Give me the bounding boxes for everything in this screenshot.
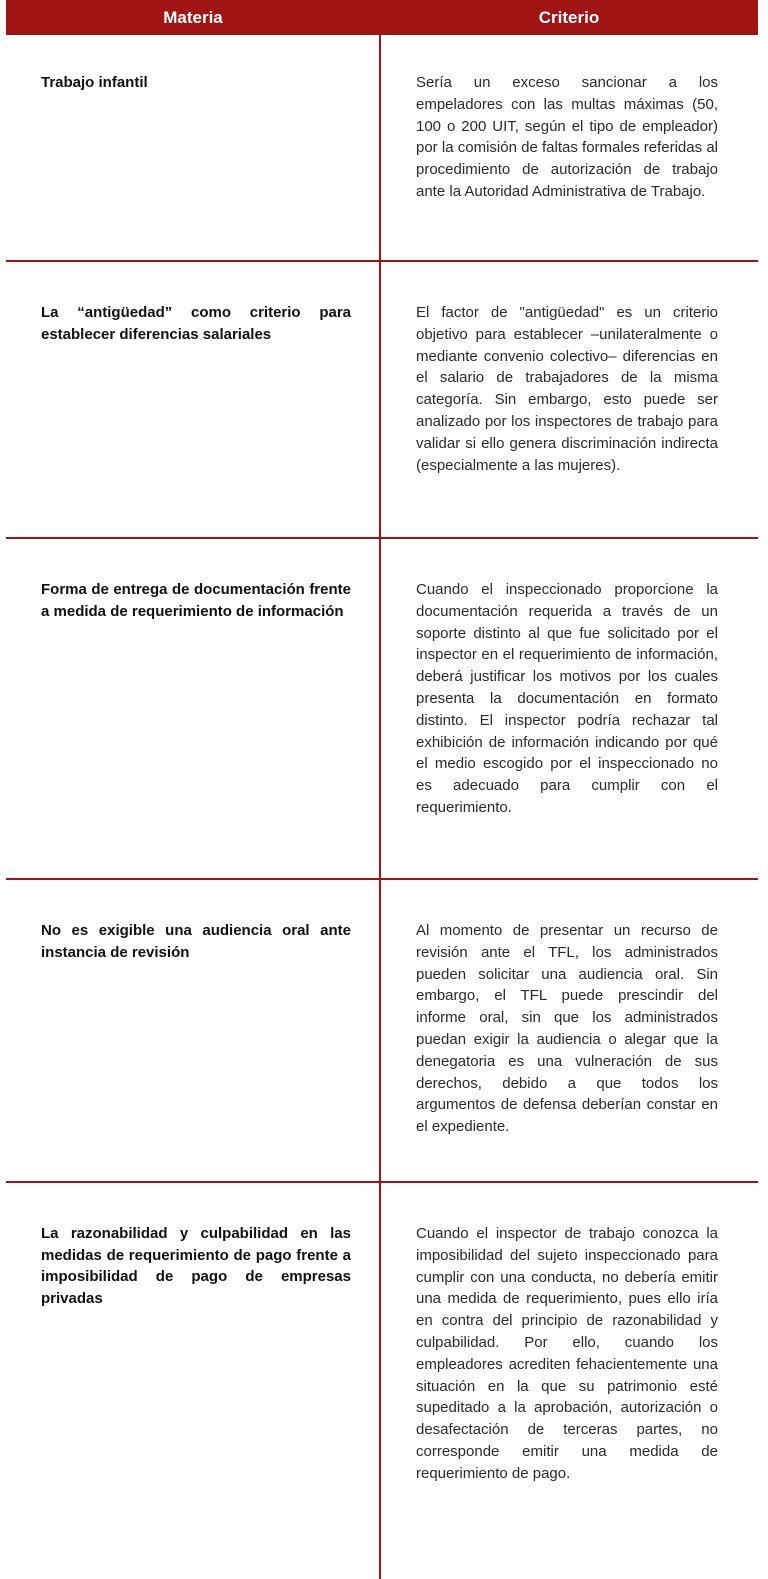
header-materia: Materia [163,7,223,27]
row-divider [6,260,758,262]
row-divider [6,878,758,880]
row-2-criterio: El factor de "antigüedad" es un criterio objetivo para establecer –unilateralmente o mediante convenio colectivo– diferencias en el salario de trabajadores de la misma categoría. Sin embargo, esto puede ser analizado por los inspectores de trabajo para validar si ello genera discriminación indirecta (especialmente a las mujeres). [416,304,718,474]
row-4-materia: No es exigible una audiencia oral ante instancia de revisión [41,922,351,961]
column-divider [379,35,381,1579]
row-3-materia: Forma de entrega de documentación frente a medida de requerimiento de información [41,581,351,620]
criteria-table [6,0,758,1579]
header-criterio: Criterio [538,7,600,27]
row-5-criterio: Cuando el inspector de trabajo conozca la imposibilidad del sujeto inspeccionado para cumplir con una conducta, no debería emitir una medida de requerimiento, pues ello iría en contra del principio de razonabilidad y culpabilidad. Por ello, cuando los empleadores acrediten fehacientemente una situación en la que su patrimonio esté supeditado a la aprobación, autorización o desafectación de terceras partes, no corresponde emitir una medida de requerimiento de pago. [416,1225,718,1482]
row-1-criterio: Sería un exceso sancionar a los empeladores con las multas máximas (50, 100 o 200 UIT, según el tipo de empleador) por la comisión de faltas formales referidas al procedimiento de autorización de trabajo ante la Autoridad Administrativa de Trabajo. [416,74,718,200]
row-4-criterio: Al momento de presentar un recurso de revisión ante el TFL, los administrados pueden solicitar una audiencia oral. Sin embargo, el TFL puede prescindir del informe oral, sin que los administrados puedan exigir la audiencia o alegar que la denegatoria es una vulneración de sus derechos, debido a que todos los argumentos de defensa deberían constar en el expediente. [416,922,718,1136]
row-5-materia: La razonabilidad y culpabilidad en las medidas de requerimiento de pago frente a imposibilidad de pago de empresas privadas [41,1225,351,1307]
row-3-criterio: Cuando el inspeccionado proporcione la documentación requerida a través de un soporte distinto al que fue solicitado por el inspector en el requerimiento de información, deberá justificar los motivos por los cuales presenta la documentación en formato distinto. El inspector podría rechazar tal exhibición de información indicando por qué el medio escogido por el inspeccionado no es adecuado para cumplir con el requerimiento. [416,581,718,816]
row-2-materia: La “antigüedad” como criterio para establecer diferencias salariales [41,304,351,343]
row-divider [6,537,758,539]
row-divider [6,1181,758,1183]
table-header [6,0,758,35]
row-1-materia: Trabajo infantil [41,74,148,91]
